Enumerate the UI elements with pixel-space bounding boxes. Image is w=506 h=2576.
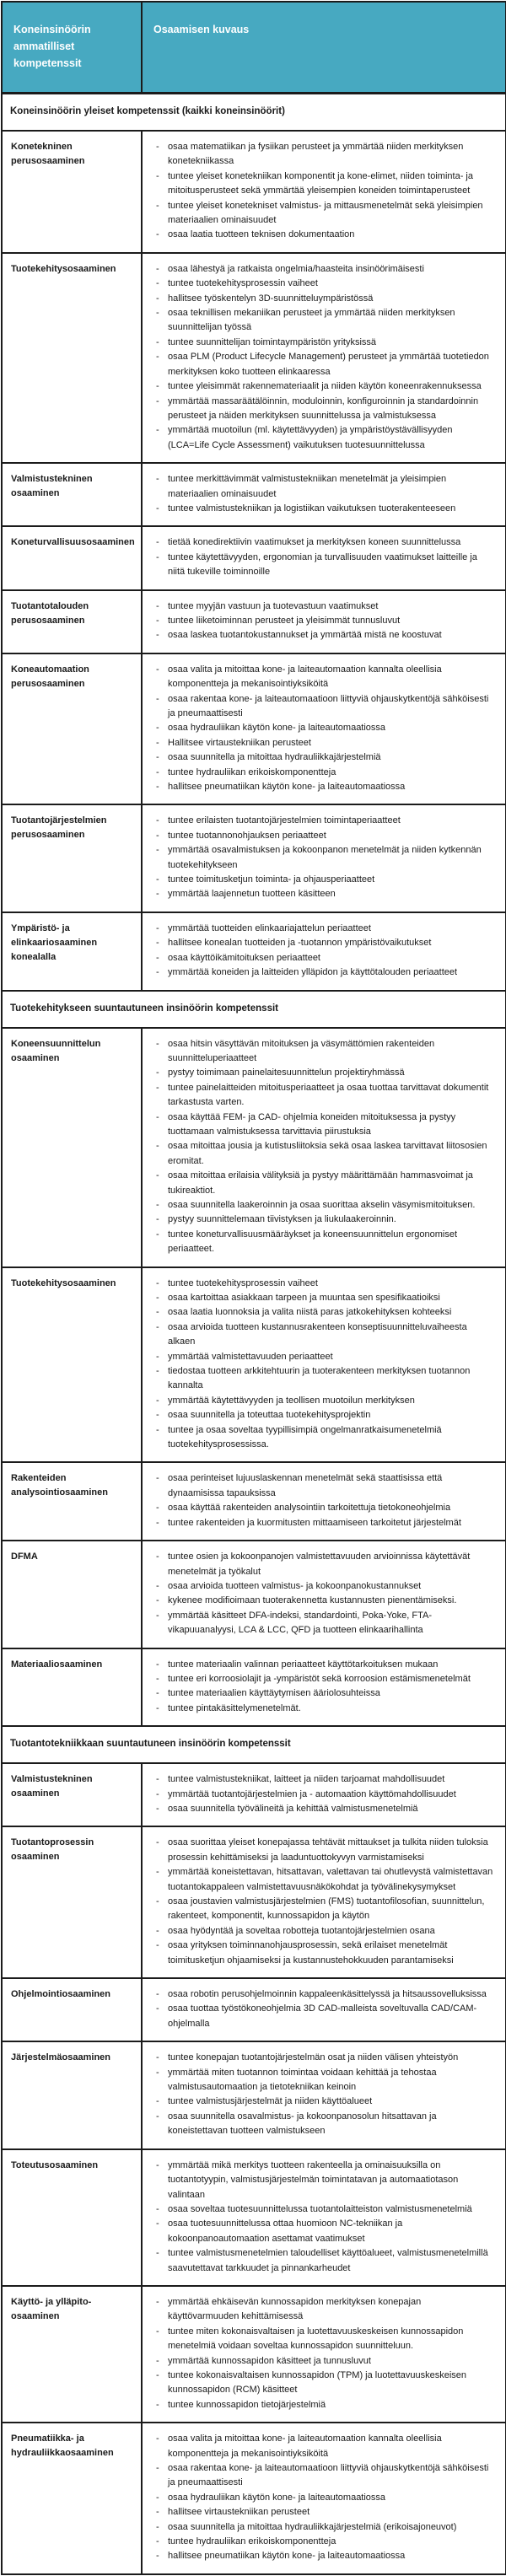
bullet-item: - tuntee konepajan tuotantojärjestelmän osat ja niiden välisen yhteistyön: [153, 2051, 493, 2065]
bullet-item: - osaa tuotesuunnittelussa ottaa huomioon NC-tekniikan ja kokoonpanoautomaation asettamat vaatimukset: [153, 2217, 493, 2246]
bullet-item: - osaa hitsin väsyttävän mitoituksen ja väsymättömien rakenteiden suunnitteluperiaatteet: [153, 1037, 493, 1067]
section-header: Tuotantotekniikkaan suuntautuneen insinöörin kompetenssit: [2, 1726, 506, 1763]
competency-name: Materiaaliosaaminen: [2, 1648, 142, 1727]
bullet-item: - Hallitsee virtaustekniikan perusteet: [153, 736, 493, 750]
bullet-item: - tuntee rakenteiden ja kuormitusten mittaamiseen tarkoitetut järjestelmät: [153, 1516, 493, 1530]
bullet-item: - ymmärtää kunnossapidon käsitteet ja tunnusluvut: [153, 2354, 493, 2369]
bullet-item: - tuntee materiaalien käyttäytymisen ääriolosuhteissa: [153, 1686, 493, 1701]
bullet-item: - osaa rakentaa kone- ja laiteautomaatioon liittyviä ohjauskytkentöjä sähköisesti ja pneumaattisesti: [153, 692, 493, 722]
bullet-item: - osaa suunnitella ja mitoittaa hydrauliikkajärjestelmiä (erikoisajoneuvot): [153, 2520, 493, 2535]
competency-name: Tuotantojärjestelmien perusosaaminen: [2, 804, 142, 912]
competency-description-cell: [142, 1541, 506, 1648]
competency-description-cell: [142, 2041, 506, 2148]
bullet-item: - tuntee yleisimmät rakennemateriaalit ja niiden käytön koneenrakennuksessa: [153, 379, 493, 394]
bullet-item: - osaa laatia tuotteen teknisen dokumentaation: [153, 228, 493, 242]
competency-name: Koneturvallisuusosaaminen: [2, 526, 142, 589]
table-row: [2, 526, 506, 589]
table-header-row: [2, 2, 506, 94]
competency-description-cell: [142, 131, 506, 253]
competency-description-cell: [142, 1028, 506, 1267]
table-row: [2, 1028, 506, 1267]
bullet-item: - ymmärtää valmistettavuuden periaatteet: [153, 1350, 493, 1364]
competency-table: [1, 1, 506, 2575]
section-row: [2, 1726, 506, 1763]
competency-description-cell: [142, 653, 506, 805]
competency-description-cell: [142, 2423, 506, 2574]
table-header-competencies: Koneinsinöörin ammatilliset kompetenssit: [2, 2, 142, 94]
bullet-item: - osaa laskea tuotantokustannukset ja ymmärtää mistä ne koostuvat: [153, 628, 493, 643]
bullet-item: - ymmärtää muotoilun (ml. käytettävyyden) ja ympäristöystävällisyyden (LCA=Life Cycle Assessment) vaikutuksen tuotesuunnittelussa: [153, 423, 493, 453]
bullet-item: - pystyy suunnittelemaan tiivistyksen ja liukulaakeroinnin.: [153, 1213, 493, 1227]
bullet-item: - osaa teknillisen mekaniikan perusteet ja ymmärtää niiden merkityksen suunnittelijan työssä: [153, 306, 493, 336]
bullet-item: - osaa PLM (Product Lifecycle Management) perusteet ja ymmärtää tuotetiedon merkityksen koko tuotteen elinkaaressa: [153, 350, 493, 379]
bullet-item: - osaa suunnitella ja mitoittaa hydrauliikkajärjestelmiä: [153, 750, 493, 765]
bullet-item: - osaa mitoittaa jousia ja kutistusliitoksia sekä osaa laskea tarvittavat liitososien eromitat.: [153, 1139, 493, 1169]
bullet-item: - osaa lähestyä ja ratkaista ongelmia/haasteita insinöörimäisesti: [153, 262, 493, 277]
competency-name: Tuotekehitysosaaminen: [2, 253, 142, 463]
bullet-item: - hallitsee työskentelyn 3D-suunnitteluympäristössä: [153, 292, 493, 306]
competency-name: Ympäristö- ja elinkaariosaaminen konealalla: [2, 912, 142, 991]
competency-description-cell: [142, 590, 506, 653]
bullet-item: - kykenee modifioimaan tuoterakennetta kustannusten pienentämiseksi.: [153, 1594, 493, 1608]
bullet-item: - osaa suunnitella työvälineitä ja kehittää valmistusmenetelmiä: [153, 1802, 493, 1816]
bullet-item: - osaa hydrauliikan käytön kone- ja laiteautomaatiossa: [153, 2491, 493, 2505]
bullet-item: - tuntee tuotannonohjauksen periaatteet: [153, 829, 493, 843]
bullet-item: - hallitsee pneumatiikan käytön kone- ja laiteautomaatiossa: [153, 780, 493, 794]
table-row: [2, 1978, 506, 2041]
competency-name: Valmistustekninen osaaminen: [2, 463, 142, 526]
bullet-item: - osaa käyttöikämitoituksen periaatteet: [153, 951, 493, 965]
competency-name: Ohjelmointiosaaminen: [2, 1978, 142, 2041]
bullet-item: - osaa valita ja mitoittaa kone- ja laiteautomaation kannalta oleellisia komponentteja ja mekanisointiyksiköitä: [153, 663, 493, 692]
bullet-item: - osaa rakentaa kone- ja laiteautomaatioon liittyviä ohjauskytkentöjä sähköisesti ja pneumaattisesti: [153, 2461, 493, 2491]
bullet-item: - tuntee pintakäsittelymenetelmät.: [153, 1702, 493, 1716]
bullet-item: - tuntee toimitusketjun toiminta- ja ohjausperiaatteet: [153, 873, 493, 887]
bullet-item: - osaa arvioida tuotteen valmistus- ja kokoonpanokustannukset: [153, 1579, 493, 1594]
competency-name: Toteutusosaaminen: [2, 2149, 142, 2286]
bullet-item: - tuntee tuotekehitysprosessin vaiheet: [153, 277, 493, 291]
bullet-item: - osaa laatia luonnoksia ja valita niistä paras jatkokehityksen kohteeksi: [153, 1305, 493, 1320]
table-row: [2, 1541, 506, 1648]
bullet-item: - tuntee valmistustekniikan ja logistiikan vaikutuksen tuoterakenteeseen: [153, 502, 493, 516]
bullet-item: - osaa arvioida tuotteen kustannusrakenteen konseptisuunnitteluvaiheesta alkaen: [153, 1320, 493, 1350]
competency-name: Valmistustekninen osaaminen: [2, 1763, 142, 1826]
competency-description-cell: [142, 804, 506, 912]
bullet-item: - tuntee yleiset konetekniikan komponentit ja kone-elimet, niiden toiminta- ja mitoitusperusteet sekä ymmärtää yleisempien koneiden toimintaperusteet: [153, 169, 493, 199]
table-row: [2, 1763, 506, 1826]
bullet-item: - tuntee osien ja kokoonpanojen valmistettavuuden arvioinnissa käytettävät menetelmät ja työkalut: [153, 1550, 493, 1579]
bullet-item: - osaa suunnitella osavalmistus- ja kokoonpanosolun hitsattavan ja koneistettavan tuotteen valmistukseen: [153, 2110, 493, 2139]
bullet-item: - osaa perinteiset lujuuslaskennan menetelmät sekä staattisissa että dynaamisissa tapauksissa: [153, 1471, 493, 1501]
bullet-item: - tuntee ja osaa soveltaa tyypillisimpiä ongelmanratkaisumenetelmiä tuotekehitysprosessissa.: [153, 1423, 493, 1453]
bullet-item: - tuntee valmistusjärjestelmät ja niiden käyttöalueet: [153, 2095, 493, 2109]
bullet-item: - tuntee erilaisten tuotantojärjestelmien toimintaperiaatteet: [153, 814, 493, 828]
section-row: [2, 94, 506, 132]
table-row: [2, 1267, 506, 1463]
bullet-item: - osaa joustavien valmistusjärjestelmien (FMS) tuotantofilosofian, suunnittelun, rakenteet, komponentit, kunnossapidon ja käytön: [153, 1895, 493, 1924]
bullet-item: - osaa käyttää FEM- ja CAD- ohjelmia koneiden mitoituksessa ja pystyy tuottamaan valmistuksessa tarvittavia piirustuksia: [153, 1111, 493, 1140]
bullet-item: - osaa hyödyntää ja soveltaa robotteja tuotantojärjestelmien osana: [153, 1924, 493, 1939]
competency-description-cell: [142, 1267, 506, 1463]
table-row: [2, 131, 506, 253]
bullet-item: - hallitsee konealan tuotteiden ja -tuotannon ympäristövaikutukset: [153, 936, 493, 950]
competency-description-cell: [142, 912, 506, 991]
competency-name: Tuotekehitysosaaminen: [2, 1267, 142, 1463]
bullet-item: - tuntee eri korroosiolajit ja -ympäristöt sekä korroosion estämismenetelmät: [153, 1672, 493, 1686]
bullet-item: - osaa suorittaa yleiset konepajassa tehtävät mittaukset ja tulkita niiden tuloksia prosessin kehittämiseksi ja laaduntuottokyvyn varmistamiseksi: [153, 1836, 493, 1865]
table-row: [2, 2423, 506, 2574]
bullet-item: - tuntee valmistusmenetelmien taloudelliset käyttöalueet, valmistusmenetelmillä saavutettavat tarkkuudet ja pinnankarheudet: [153, 2246, 493, 2276]
competency-name: DFMA: [2, 1541, 142, 1648]
bullet-item: - tietää konedirektiivin vaatimukset ja merkityksen koneen suunnittelussa: [153, 535, 493, 550]
table-row: [2, 2286, 506, 2423]
table-row: [2, 1648, 506, 1727]
bullet-item: - osaa mitoittaa erilaisia välityksiä ja pystyy määrittämään hammasvoimat ja tukireaktiot.: [153, 1169, 493, 1198]
bullet-item: - osaa robotin perusohjelmoinnin kappaleenkäsittelyssä ja hitsaussovelluksissa: [153, 1987, 493, 2002]
competency-name: Koneensuunnittelun osaaminen: [2, 1028, 142, 1267]
bullet-item: - tuntee tuotekehitysprosessin vaiheet: [153, 1277, 493, 1291]
table-row: [2, 590, 506, 653]
competency-description-cell: [142, 1763, 506, 1826]
competency-name: Rakenteiden analysointiosaaminen: [2, 1462, 142, 1541]
bullet-item: - ymmärtää massaräätälöinnin, moduloinnin, konfiguroinnin ja standardoinnin perusteet ja näiden merkityksen suunnittelussa ja valmistuksessa: [153, 395, 493, 424]
bullet-item: - pystyy toimimaan painelaitesuunnittelun projektiryhmässä: [153, 1066, 493, 1080]
bullet-item: - ymmärtää ehkäisevän kunnossapidon merkityksen konepajan käyttövarmuuden kehittämisessä: [153, 2295, 493, 2325]
bullet-item: - tuntee hydrauliikan erikoiskomponentteja: [153, 766, 493, 780]
competency-name: Järjestelmäosaaminen: [2, 2041, 142, 2148]
competency-description-cell: [142, 463, 506, 526]
competency-description-cell: [142, 2149, 506, 2286]
competency-description-cell: [142, 2286, 506, 2423]
section-header: Tuotekehitykseen suuntautuneen insinöörin kompetenssit: [2, 991, 506, 1028]
bullet-item: - osaa hydrauliikan käytön kone- ja laiteautomaatiossa: [153, 721, 493, 735]
bullet-item: - ymmärtää laajennetun tuotteen käsitteen: [153, 887, 493, 901]
bullet-item: - tuntee kokonaisvaltaisen kunnossapidon (TPM) ja luotettavuuskeskeisen kunnossapidon (RCM) käsitteet: [153, 2369, 493, 2398]
bullet-item: - tuntee hydrauliikan erikoiskomponentteja: [153, 2535, 493, 2549]
section-row: [2, 991, 506, 1028]
table-row: [2, 463, 506, 526]
competency-name: Koneautomaation perusosaaminen: [2, 653, 142, 805]
bullet-item: - tuntee painelaitteiden mitoitusperiaatteet ja osaa tuottaa tarvittavat dokumentit tarkastusta varten.: [153, 1081, 493, 1111]
bullet-item: - tiedostaa tuotteen arkkitehtuurin ja tuoterakenteen merkityksen tuotannon kannalta: [153, 1364, 493, 1394]
table-row: [2, 1826, 506, 1978]
bullet-item: - ymmärtää tuotantojärjestelmien ja - automaation käyttömahdollisuudet: [153, 1788, 493, 1802]
bullet-item: - tuntee yleiset konetekniset valmistus- ja mittausmenetelmät sekä yleisimpien materiaalien ominaisuudet: [153, 199, 493, 229]
table-header-description: Osaamisen kuvaus: [142, 2, 506, 94]
bullet-item: - hallitsee virtaustekniikan perusteet: [153, 2505, 493, 2520]
bullet-item: - osaa soveltaa tuotesuunnittelussa tuotantolaitteiston valmistusmenetelmiä: [153, 2202, 493, 2217]
bullet-item: - ymmärtää osavalmistuksen ja kokoonpanon menetelmät ja niiden kytkennän tuotekehitykseen: [153, 843, 493, 873]
competency-description-cell: [142, 1826, 506, 1978]
bullet-item: - osaa kartoittaa asiakkaan tarpeen ja muuntaa sen spesifikaatioiksi: [153, 1291, 493, 1305]
bullet-item: - tuntee miten kokonaisvaltaisen ja luotettavuuskeskeisen kunnossapidon menetelmiä voidaan soveltaa kunnossapidon suunnitteluun.: [153, 2325, 493, 2354]
bullet-item: - osaa käyttää rakenteiden analysointiin tarkoitettuja tietokoneohjelmia: [153, 1501, 493, 1515]
bullet-item: - ymmärtää koneiden ja laitteiden ylläpidon ja käyttötalouden periaatteet: [153, 965, 493, 980]
bullet-item: - ymmärtää käsitteet DFA-indeksi, standardointi, Poka-Yoke, FTA-vikapuuanalyysi, LCA & LCC, QFD ja tuotteen elinkaarihallinta: [153, 1609, 493, 1638]
bullet-item: - tuntee valmistustekniikat, laitteet ja niiden tarjoamat mahdollisuudet: [153, 1772, 493, 1787]
section-header: Koneinsinöörin yleiset kompetenssit (kaikki koneinsinöörit): [2, 94, 506, 132]
bullet-item: - tuntee koneturvallisuusmääräykset ja koneensuunnittelun ergonomiset periaatteet.: [153, 1228, 493, 1257]
bullet-item: - osaa yrityksen toiminnanohjausprosessin, sekä erilaiset menetelmät toimitusketjun ohjaamiseksi ja kustannustehokkuuden parantamiseksi: [153, 1939, 493, 1968]
table-row: [2, 804, 506, 912]
bullet-item: - ymmärtää koneistettavan, hitsattavan, valettavan tai ohutlevystä valmistettavan tuotantokappaleen valmistettavuusnäkökohdat ja työvälinekysymykset: [153, 1865, 493, 1895]
table-row: [2, 912, 506, 991]
competency-description-cell: [142, 1462, 506, 1541]
table-row: [2, 253, 506, 463]
bullet-item: - hallitsee pneumatiikan käytön kone- ja laiteautomaatiossa: [153, 2549, 493, 2563]
bullet-item: - osaa tuottaa työstökoneohjelmia 3D CAD-malleista soveltuvalla CAD/CAM-ohjelmalla: [153, 2002, 493, 2031]
competency-name: Käyttö- ja ylläpito-osaaminen: [2, 2286, 142, 2423]
bullet-item: - tuntee suunnittelijan toimintaympäristön yrityksissä: [153, 336, 493, 350]
bullet-item: - ymmärtää tuotteiden elinkaariajattelun periaatteet: [153, 922, 493, 936]
bullet-item: - tuntee myyjän vastuun ja tuotevastuun vaatimukset: [153, 600, 493, 614]
competency-name: Konetekninen perusosaaminen: [2, 131, 142, 253]
bullet-item: - osaa suunnitella ja toteuttaa tuotekehitysprojektin: [153, 1408, 493, 1422]
bullet-item: - ymmärtää miten tuotannon toimintaa voidaan kehittää ja tehostaa valmistusautomaation ja tietotekniikan keinoin: [153, 2066, 493, 2095]
bullet-item: - osaa suunnitella laakeroinnin ja osaa suorittaa akselin väsymismitoituksen.: [153, 1198, 493, 1213]
bullet-item: - ymmärtää mikä merkitys tuotteen rakenteella ja ominaisuuksilla on tuotantotyypin, valmistusjärjestelmän toimintatavan ja automaatiotason valintaan: [153, 2159, 493, 2202]
competency-description-cell: [142, 1978, 506, 2041]
competency-name: Tuotantotalouden perusosaaminen: [2, 590, 142, 653]
competency-description-cell: [142, 1648, 506, 1727]
bullet-item: - osaa valita ja mitoittaa kone- ja laiteautomaation kannalta oleellisia komponentteja ja mekanisointiyksiköitä: [153, 2432, 493, 2461]
table-row: [2, 1462, 506, 1541]
competency-name: Tuotantoprosessin osaaminen: [2, 1826, 142, 1978]
bullet-item: - tuntee materiaalin valinnan periaatteet käyttötarkoituksen mukaan: [153, 1658, 493, 1672]
table-row: [2, 2149, 506, 2286]
bullet-item: - tuntee käytettävyyden, ergonomian ja turvallisuuden vaatimukset laitteille ja niitä tukeville toiminnoille: [153, 551, 493, 580]
bullet-item: - tuntee merkittävimmät valmistustekniikan menetelmät ja yleisimpien materiaalien ominaisuudet: [153, 472, 493, 502]
bullet-item: - tuntee kunnossapidon tietojärjestelmiä: [153, 2398, 493, 2412]
bullet-item: - osaa matematiikan ja fysiikan perusteet ja ymmärtää niiden merkityksen konetekniikassa: [153, 140, 493, 169]
bullet-item: - ymmärtää käytettävyyden ja teollisen muotoilun merkityksen: [153, 1394, 493, 1408]
table-row: [2, 2041, 506, 2148]
competency-name: Pneumatiikka- ja hydrauliikkaosaaminen: [2, 2423, 142, 2574]
competency-description-cell: [142, 253, 506, 463]
competency-description-cell: [142, 526, 506, 589]
bullet-item: - tuntee liiketoiminnan perusteet ja yleisimmät tunnusluvut: [153, 614, 493, 628]
table-row: [2, 653, 506, 805]
